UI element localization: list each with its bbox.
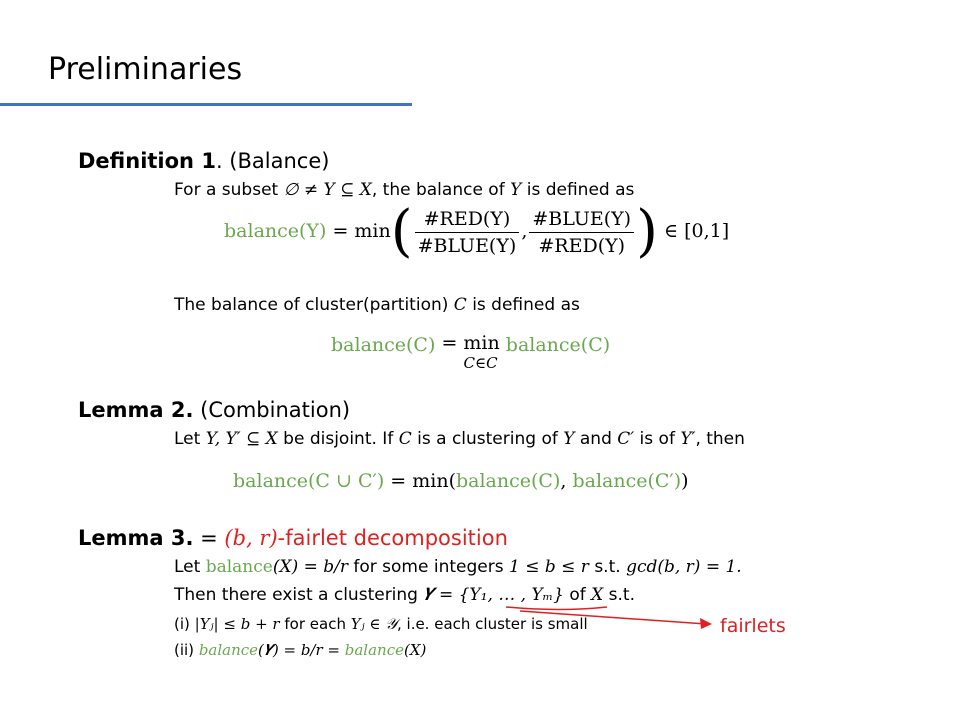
- definition-1-label: Definition 1: [78, 149, 216, 173]
- text: For a subset: [174, 180, 284, 200]
- text: for some integers: [347, 557, 509, 577]
- balance-formula: balance(Y) = min( $\frac{\text{\#RED(Y)}}{\text{\#BLUE(Y)}}$ , $\frac{\text{\#BLUE(Y)}}{\text{\#RED(Y)}}$ ) ∈ [0,1]: [224, 199, 730, 264]
- frac-den: #BLUE(Y): [417, 234, 517, 257]
- text: The balance of cluster(partition): [174, 295, 454, 315]
- formula-term-a: balance(C): [455, 470, 561, 492]
- formula-rhs: balance(C): [505, 334, 611, 356]
- text: for each: [279, 615, 351, 633]
- math-c: C: [453, 295, 467, 315]
- text: s.t.: [588, 557, 627, 577]
- lemma-3-br: (b, r): [224, 526, 278, 550]
- lemma-2-label: Lemma 2.: [78, 398, 194, 422]
- math: gcd(b, r) = 1.: [626, 557, 742, 577]
- definition-1-title: . (Balance): [215, 149, 330, 173]
- formula-range: ∈ [0,1]: [663, 220, 730, 242]
- formula-lhs: balance(C ∪ C′): [233, 470, 385, 492]
- formula-close: ): [681, 470, 689, 492]
- lemma-3-eq: =: [193, 526, 225, 550]
- formula-min: = min: [332, 220, 391, 242]
- text: , the balance of: [371, 180, 511, 200]
- math: (𝒀) = b/r =: [258, 641, 345, 659]
- slide-title: Preliminaries: [48, 52, 243, 87]
- math: Y: [563, 429, 575, 449]
- math: (X): [404, 641, 427, 659]
- text: Let: [174, 557, 206, 577]
- text: Let: [174, 429, 206, 449]
- math: (X) = b/r: [272, 557, 348, 577]
- text: and: [574, 429, 618, 449]
- min-text: = min: [441, 332, 500, 354]
- formula-min: = min(: [390, 470, 456, 492]
- arrow-line: [520, 611, 706, 624]
- text: , i.e. each cluster is small: [396, 615, 588, 633]
- text: is of: [634, 429, 681, 449]
- math: Y, Y′ ⊆ X: [205, 429, 278, 449]
- math-clustering: 𝒀 = {Y₁, … , Yₘ}: [423, 585, 564, 605]
- text: (i): [174, 615, 195, 633]
- formula-lhs: balance(Y): [224, 220, 327, 242]
- math: |Yⱼ| ≤ b + r: [194, 615, 280, 633]
- arrow-head: [700, 618, 712, 629]
- math: C′: [617, 429, 635, 449]
- math: Y′: [680, 429, 696, 449]
- min-subscript: C∈C: [463, 354, 498, 372]
- math-balance: balance: [205, 557, 273, 577]
- text: (ii): [174, 641, 199, 659]
- formula-term-b: balance(C′): [572, 470, 682, 492]
- lemma-3-label: Lemma 3.: [78, 526, 194, 550]
- text: is a clustering of: [411, 429, 564, 449]
- text: is defined as: [521, 180, 635, 200]
- math-balance: balance: [198, 641, 259, 659]
- math-balance: balance: [344, 641, 404, 659]
- text: Then there exist a clustering: [174, 585, 424, 605]
- frac-den: #RED(Y): [538, 234, 626, 257]
- math-y: Y: [510, 180, 522, 200]
- lemma-3-title: -fairlet decomposition: [277, 526, 508, 550]
- text: , then: [695, 429, 745, 449]
- math: C: [398, 429, 412, 449]
- frac-num: #RED(Y): [415, 208, 520, 233]
- formula-comma: ,: [560, 470, 573, 492]
- text: of: [563, 585, 592, 605]
- lemma-2-title: (Combination): [193, 398, 351, 422]
- math-subset: ∅ ≠ Y ⊆ X: [283, 180, 372, 200]
- fairlets-annotation: fairlets: [720, 615, 786, 637]
- math: 1 ≤ b ≤ r: [508, 557, 589, 577]
- text: be disjoint. If: [277, 429, 399, 449]
- text: is defined as: [466, 295, 580, 315]
- math: Yⱼ ∈ 𝒴: [350, 615, 397, 633]
- underline-stroke: [506, 607, 607, 610]
- math: X: [591, 585, 604, 605]
- paren-open: (: [390, 199, 413, 264]
- frac-num: #BLUE(Y): [529, 208, 634, 233]
- text: s.t.: [603, 585, 635, 605]
- paren-close: ): [636, 199, 658, 264]
- formula-lhs: balance(C): [331, 334, 436, 356]
